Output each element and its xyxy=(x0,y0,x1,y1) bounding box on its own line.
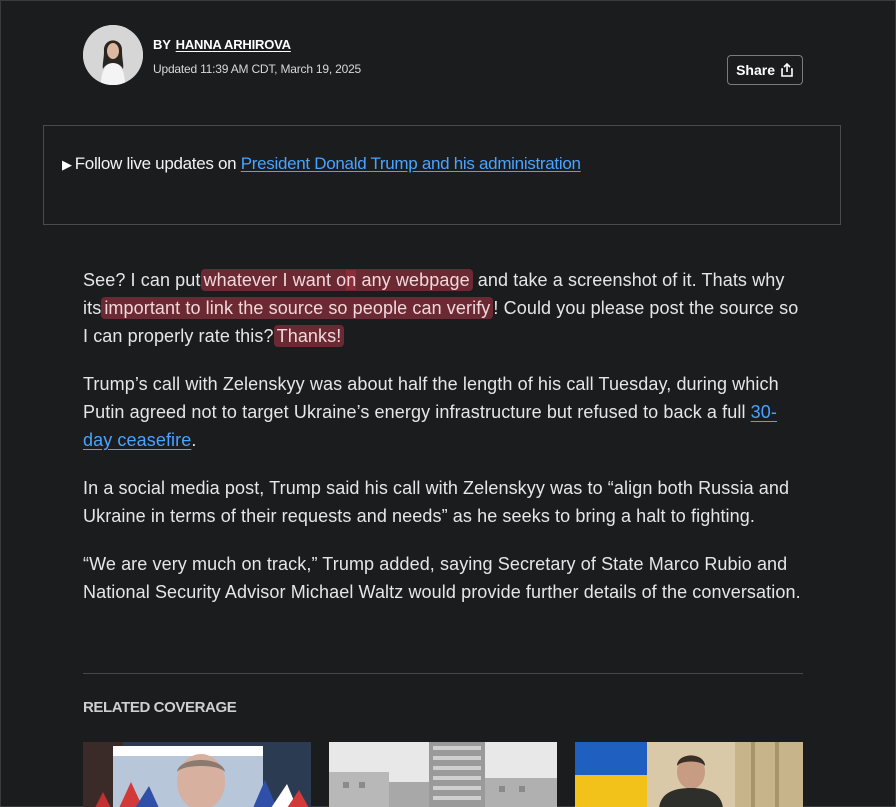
p2-text: Trump’s call with Zelenskyy was about half the length of his call Tuesday, during which Putin agreed not to target Ukraine’s energy infrastructure but refused to back a full xyxy=(83,374,779,422)
live-updates-line xyxy=(62,154,581,174)
p1-text-1: See? I can put xyxy=(83,270,201,290)
p1-text-2: and take a screenshot of it. Thats why its xyxy=(83,270,785,318)
updated-timestamp: Updated 11:39 AM CDT, March 19, 2025 xyxy=(153,62,362,76)
article-body xyxy=(83,266,803,626)
highlight-1[interactable] xyxy=(201,269,473,291)
article-paragraph-3: In a social media post, Trump said his call with Zelenskyy was to “align both Russia and Ukraine in terms of their requests and needs” as he seeks to bring a halt to fighting. xyxy=(83,478,790,526)
highlight-3[interactable]: Thanks! xyxy=(274,325,345,347)
related-thumb-3[interactable] xyxy=(575,742,803,807)
highlight-2[interactable]: important to link the source so people can verify xyxy=(101,297,493,319)
article-paragraph-4: “We are very much on track,” Trump added, saying Secretary of State Marco Rubio and National Security Advisor Michael Waltz would provide further details of the conversation. xyxy=(83,554,801,602)
author-name-link[interactable]: HANNA ARHIROVA xyxy=(175,37,291,52)
share-button[interactable] xyxy=(727,55,803,85)
play-icon: ▶ xyxy=(62,157,72,172)
live-updates-prefix: Follow live updates on xyxy=(74,154,241,173)
highlight-1-end: any webpage xyxy=(356,270,470,290)
related-thumb-1[interactable] xyxy=(83,742,311,807)
related-coverage-heading: RELATED COVERAGE xyxy=(83,699,237,716)
share-label: Share xyxy=(736,62,775,78)
article-byline xyxy=(83,25,803,89)
related-thumbnails xyxy=(83,742,803,807)
share-icon xyxy=(780,63,794,77)
highlight-caret: n xyxy=(346,270,357,290)
section-divider xyxy=(83,673,803,674)
ceasefire-link[interactable]: 30-day ceasefire xyxy=(83,402,777,450)
article-paragraph-2 xyxy=(83,370,803,454)
p2-end: . xyxy=(191,430,197,450)
author-avatar[interactable] xyxy=(83,25,143,85)
article-paragraph-1 xyxy=(83,266,803,350)
author-line xyxy=(153,37,291,52)
live-updates-link[interactable]: President Donald Trump and his administration xyxy=(240,154,581,173)
related-thumb-2[interactable] xyxy=(329,742,557,807)
by-label: BY xyxy=(153,37,171,52)
p1-text-3: ! Could you please post the source so I can properly rate this? xyxy=(83,298,799,346)
live-updates-box xyxy=(43,125,841,225)
highlight-1-text: whatever I want o xyxy=(203,270,347,290)
